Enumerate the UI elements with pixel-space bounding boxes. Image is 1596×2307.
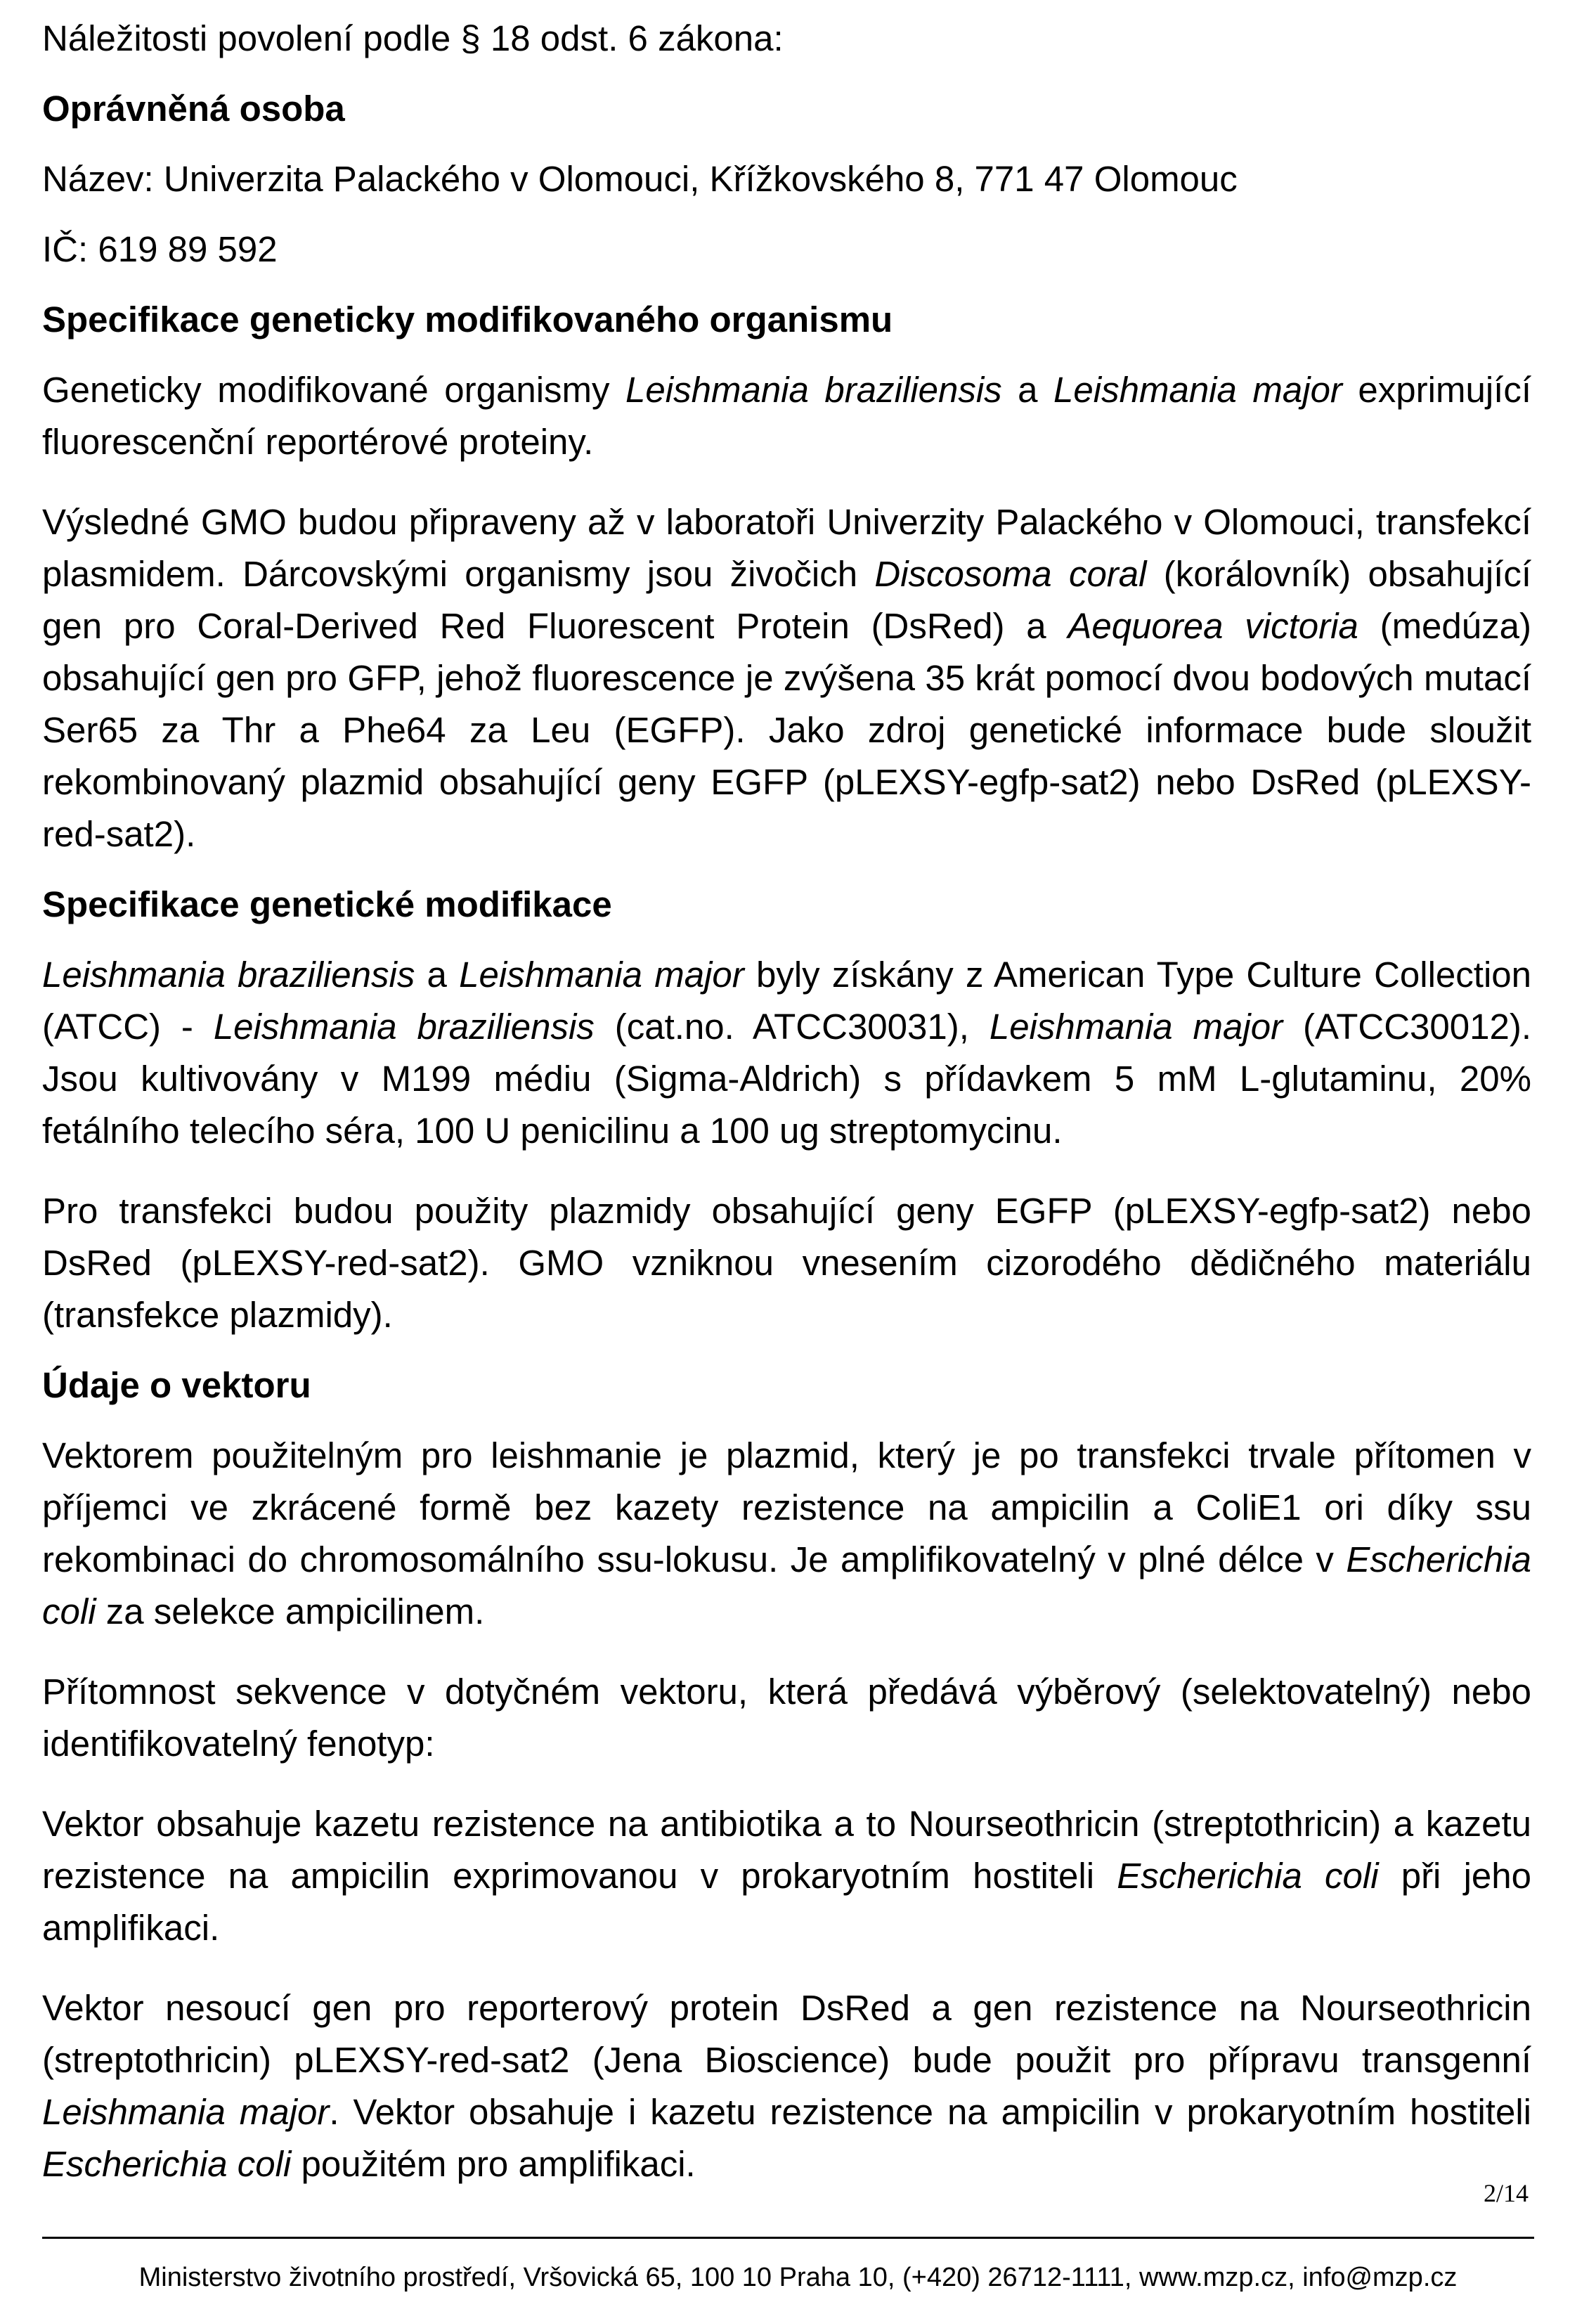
footer-contact: Ministerstvo životního prostředí, Vršovická 65, 100 10 Praha 10, (+420) 26712-1111, www.mzp.cz, info@mzp.cz	[138, 2263, 1458, 2292]
vector-paragraph-2: Přítomnost sekvence v dotyčném vektoru, která předává výběrový (selektovatelný) nebo identifikovatelný fenotyp:	[42, 1672, 1531, 1764]
footer-divider	[42, 2237, 1534, 2239]
intro-line: Náležitosti povolení podle § 18 odst. 6 zákona:	[42, 18, 784, 58]
heading-modification-specification: Specifikace genetické modifikace	[42, 884, 612, 924]
vector-paragraph-4: Vektor nesoucí gen pro reporterový protein DsRed a gen rezistence na Nourseothricin (streptothricin) pLEXSY-red-sat2 (Jena Bioscience) bude použit pro přípravu transgenní Leishmania major. Vektor obsahuje i kazetu rezistence na ampicilin v prokaryotním hostiteli Escherichia coli použitém pro amplifikaci.	[42, 1988, 1531, 2184]
vector-paragraph-1: Vektorem použitelným pro leishmanie je plazmid, který je po transfekci trvale přítomen v příjemci ve zkrácené formě bez kazety rezistence na ampicilin a ColiE1 ori díky ssu rekombinaci do chromosomálního ssu-lokusu. Je amplifikovatelný v plné délce v Escherichia coli za selekce ampicilinem.	[42, 1435, 1531, 1631]
authorized-person-name: Název: Univerzita Palackého v Olomouci, Křížkovského 8, 771 47 Olomouc	[42, 159, 1238, 199]
heading-authorized-person: Oprávněná osoba	[42, 89, 345, 129]
heading-gmo-specification: Specifikace geneticky modifikovaného organismu	[42, 299, 893, 340]
authorized-person-id: IČ: 619 89 592	[42, 229, 278, 269]
heading-vector-data: Údaje o vektoru	[42, 1365, 311, 1405]
vector-paragraph-3: Vektor obsahuje kazetu rezistence na antibiotika a to Nourseothricin (streptothricin) a kazetu rezistence na ampicilin exprimovanou v prokaryotním hostiteli Escherichia coli při jeho amplifikaci.	[42, 1804, 1531, 1948]
modification-paragraph-2: Pro transfekci budou použity plazmidy obsahující geny EGFP (pLEXSY-egfp-sat2) nebo DsRed (pLEXSY-red-sat2). GMO vzniknou vnesením cizorodého dědičného materiálu (transfekce plazmidy).	[42, 1191, 1531, 1335]
modification-paragraph-1: Leishmania braziliensis a Leishmania major byly získány z American Type Culture Collection (ATCC) - Leishmania braziliensis (cat.no. ATCC30031), Leishmania major (ATCC30012). Jsou kultivovány v M199 médiu (Sigma-Aldrich) s přídavkem 5 mM L-glutaminu, 20% fetálního telecího séra, 100 U penicilinu a 100 ug streptomycinu.	[42, 955, 1532, 1151]
document-body	[42, 13, 1531, 2218]
gmo-spec-paragraph-2: Výsledné GMO budou připraveny až v laboratoři Univerzity Palackého v Olomouci, transfekcí plasmidem. Dárcovskými organismy jsou živočich Discosoma coral (korálovník) obsahující gen pro Coral-Derived Red Fluorescent Protein (DsRed) a Aequorea victoria (medúza) obsahující gen pro GFP, jehož fluorescence je zvýšena 35 krát pomocí dvou bodových mutací Ser65 za Thr a Phe64 za Leu (EGFP). Jako zdroj genetické informace bude sloužit rekombinovaný plazmid obsahující geny EGFP (pLEXSY-egfp-sat2) nebo DsRed (pLEXSY-red-sat2).	[42, 502, 1532, 854]
page-number: 2/14	[1483, 2179, 1529, 2207]
gmo-spec-paragraph-1: Geneticky modifikované organismy Leishmania braziliensis a Leishmania major exprimující fluorescenční reportérové proteiny.	[42, 370, 1531, 462]
